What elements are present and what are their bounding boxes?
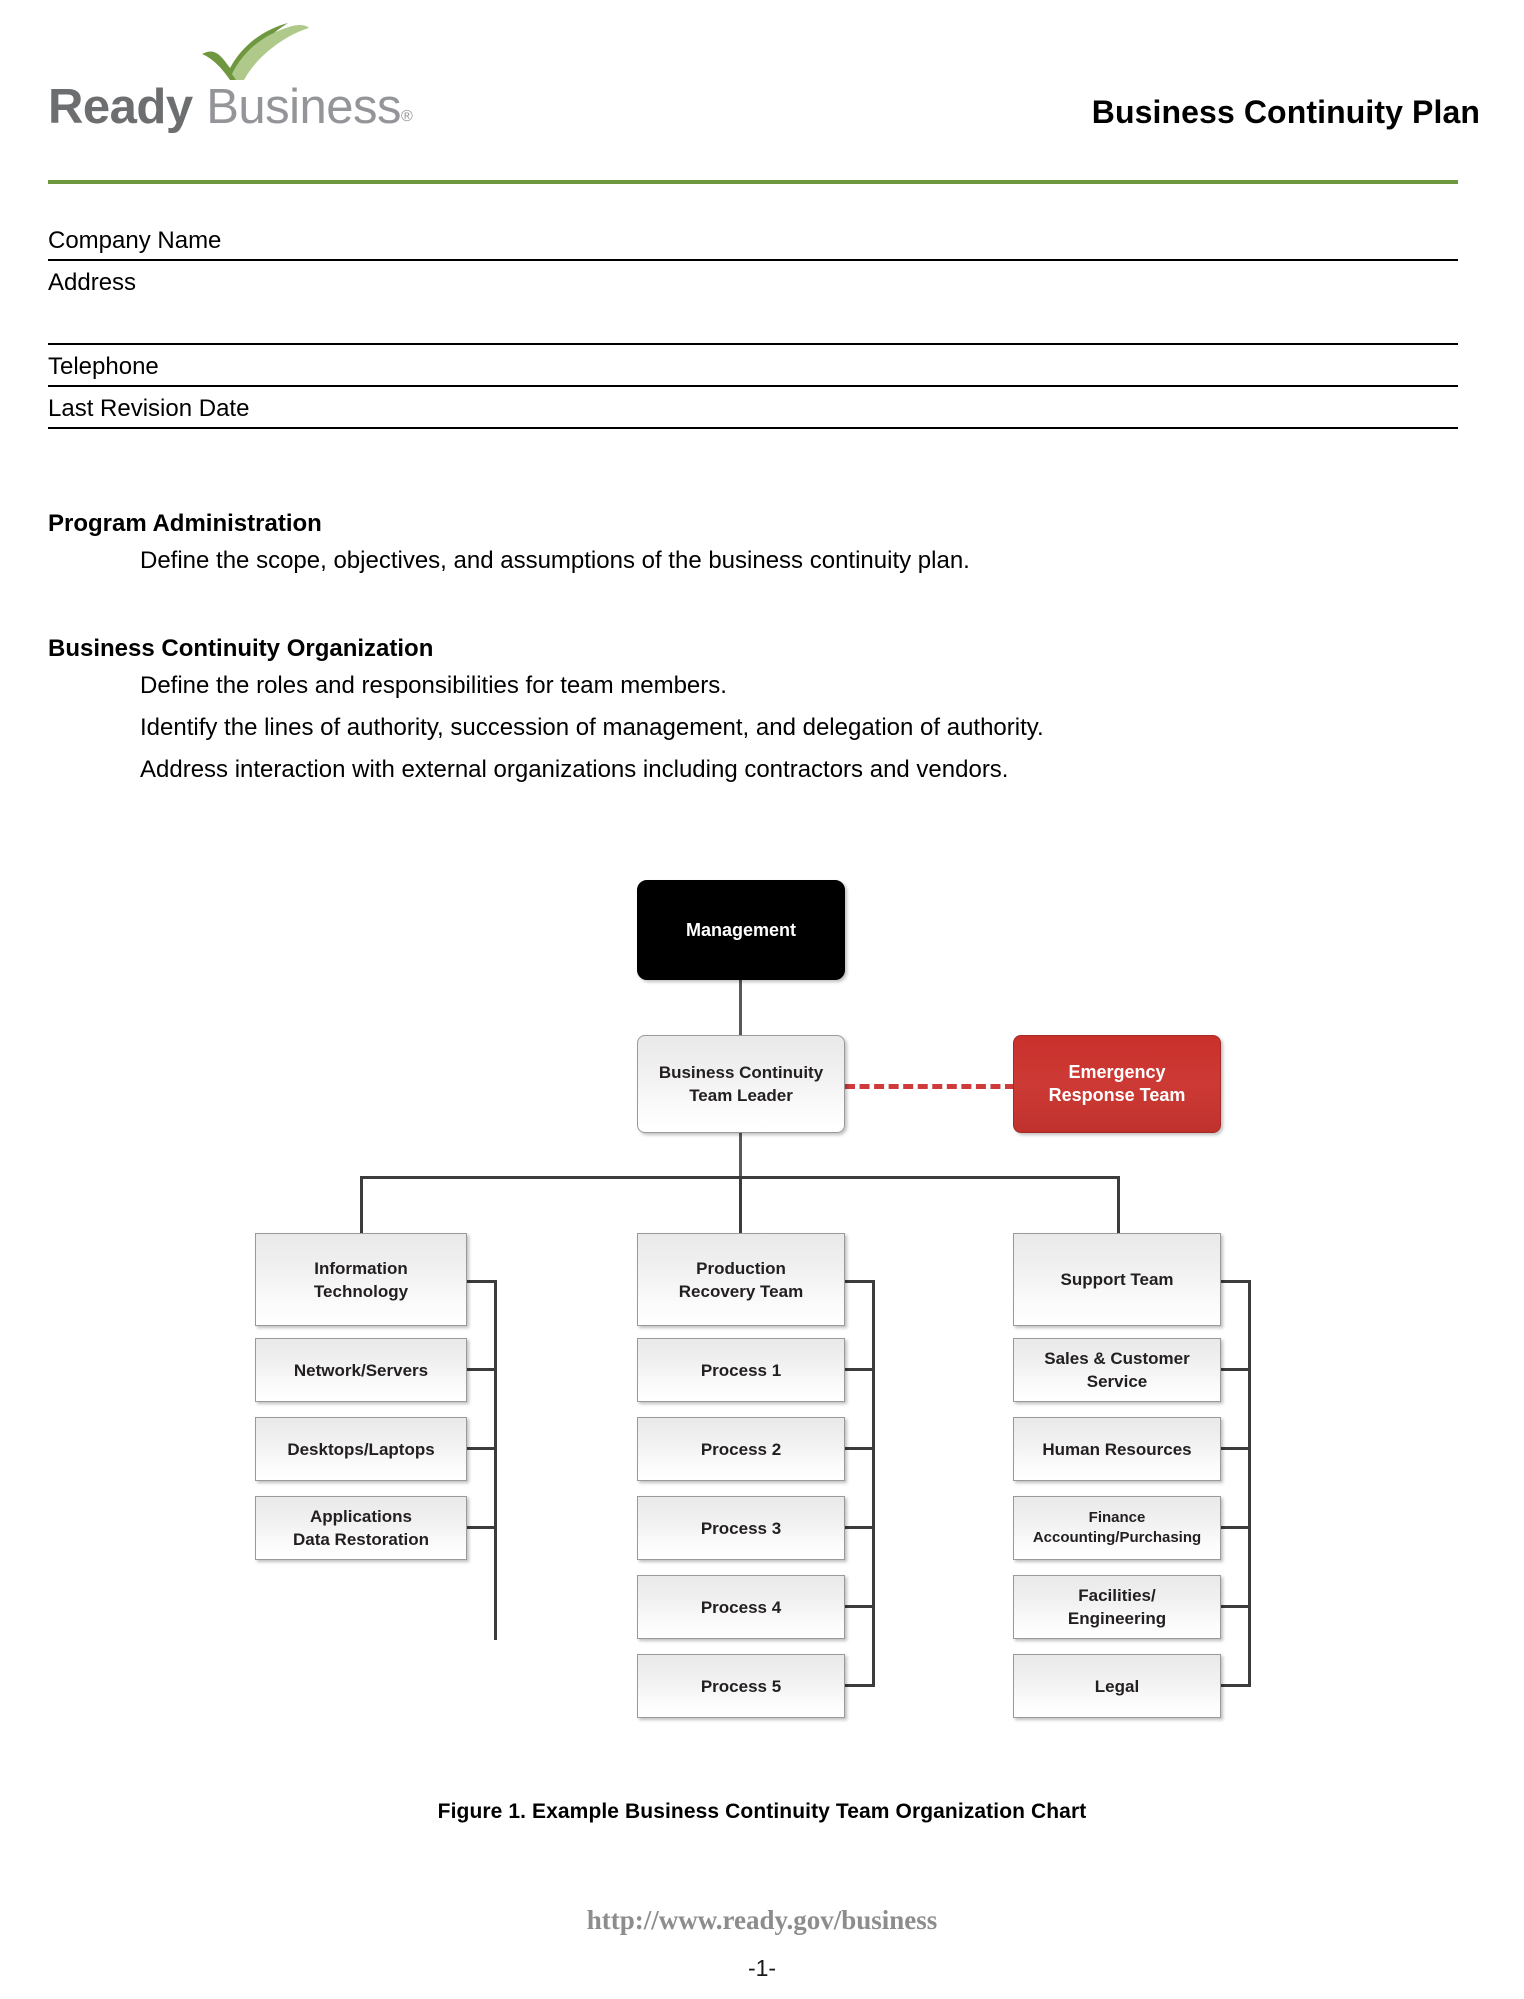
logo-word-ready: Ready (48, 80, 193, 134)
org-node-label-line1: Information (314, 1258, 408, 1278)
figure-caption: Figure 1. Example Business Continuity Team Organization Chart (437, 1800, 1087, 1823)
org-node-label: Process 1 (700, 1360, 782, 1380)
org-chart (0, 860, 1524, 1810)
org-node-label-line1: Business Continuity (658, 1063, 824, 1082)
org-node-human-resources[interactable] (1013, 1417, 1221, 1481)
connector-column-3-spine (1248, 1280, 1251, 1686)
org-node-label: Management (685, 919, 797, 940)
org-node-production-recovery-team[interactable] (637, 1233, 845, 1326)
org-node-process-3[interactable] (637, 1496, 845, 1560)
section-line: Identify the lines of authority, succession of management, and delegation of authority. (140, 714, 1044, 741)
org-node-process-5[interactable] (637, 1654, 845, 1718)
field-row-company-name[interactable] (48, 219, 1458, 261)
section-line: Define the scope, objectives, and assumptions of the business continuity plan. (140, 547, 970, 574)
org-node-process-2[interactable] (637, 1417, 845, 1481)
org-node-support-team[interactable] (1013, 1233, 1221, 1326)
field-row-telephone[interactable] (48, 345, 1458, 387)
page-header (0, 0, 1524, 186)
page-title: Business Continuity Plan (1091, 94, 1480, 130)
connector-bus-to-column-1 (360, 1176, 363, 1238)
org-node-label: Network/Servers (293, 1360, 429, 1380)
connector-column-2-spine (872, 1280, 875, 1640)
connector-column-1-head-branch (467, 1280, 497, 1283)
field-label-address: Address (48, 269, 137, 296)
section-heading: Business Continuity Organization (48, 635, 434, 662)
org-node-label-line1: Applications (309, 1507, 412, 1526)
org-node-sales-customer-service[interactable] (1013, 1338, 1221, 1402)
connector-leader-to-emergency (845, 1084, 1015, 1089)
connector-branch (1221, 1605, 1251, 1608)
field-row-last-revision-date[interactable] (48, 387, 1458, 429)
connector-branch (1221, 1684, 1251, 1687)
connector-branch (845, 1684, 875, 1687)
connector-branch (845, 1447, 875, 1450)
org-node-applications-data-restoration[interactable] (255, 1496, 467, 1560)
org-node-label-line2: Service (1086, 1372, 1148, 1391)
org-node-label: Process 2 (700, 1439, 782, 1459)
connector-bus-to-column-3 (1117, 1176, 1120, 1238)
section-heading: Program Administration (48, 510, 322, 537)
section-line: Address interaction with external organizations including contractors and vendors. (140, 756, 1009, 783)
connector-column-2-spine-lower (872, 1630, 875, 1686)
org-node-label-line1: Sales & Customer (1044, 1349, 1190, 1368)
org-node-label: Human Resources (1042, 1439, 1192, 1459)
org-node-finance-accounting-purchasing[interactable] (1013, 1496, 1221, 1560)
connector-branch (845, 1526, 875, 1529)
org-node-label-line1: Finance (1088, 1509, 1146, 1526)
org-node-label: Legal (1094, 1676, 1140, 1696)
org-node-label-line1: Emergency (1068, 1062, 1166, 1082)
org-node-label: Process 3 (700, 1518, 782, 1538)
connector-management-to-leader (739, 980, 742, 1035)
org-node-label: Process 5 (700, 1676, 782, 1696)
org-node-team-leader[interactable] (637, 1035, 845, 1133)
connector-branch (467, 1368, 497, 1371)
ready-business-logo (48, 20, 428, 140)
field-label-telephone: Telephone (48, 353, 159, 380)
org-node-legal[interactable] (1013, 1654, 1221, 1718)
header-divider (48, 180, 1458, 184)
org-node-network-servers[interactable] (255, 1338, 467, 1402)
org-node-label-line2: Accounting/Purchasing (1032, 1529, 1202, 1546)
section-program-administration (48, 508, 1458, 582)
connector-column-2-head-branch (845, 1280, 875, 1283)
org-node-label: Desktops/Laptops (287, 1439, 435, 1459)
connector-bus-to-column-2 (739, 1176, 742, 1238)
connector-branch (845, 1368, 875, 1371)
footer-page-number: -1- (747, 1955, 777, 1981)
connector-branch (845, 1605, 875, 1608)
connector-branch (1221, 1526, 1251, 1529)
org-node-desktops-laptops[interactable] (255, 1417, 467, 1481)
section-line: Define the roles and responsibilities for team members. (140, 672, 727, 699)
org-node-process-4[interactable] (637, 1575, 845, 1639)
org-node-label: Process 4 (700, 1597, 782, 1617)
org-node-label-line2: Engineering (1067, 1609, 1167, 1628)
registered-mark: ® (401, 108, 413, 125)
org-node-label: Support Team (1060, 1270, 1174, 1289)
org-node-label-line1: Facilities/ (1078, 1586, 1156, 1605)
org-node-emergency-response-team[interactable] (1013, 1035, 1221, 1133)
connector-leader-stem (739, 1133, 742, 1178)
field-label-company-name: Company Name (48, 227, 222, 254)
connector-column-3-head-branch (1221, 1280, 1251, 1283)
org-node-label-line2: Recovery Team (678, 1281, 804, 1301)
connector-branch (1221, 1368, 1251, 1371)
org-node-label-line2: Technology (313, 1281, 409, 1301)
org-node-label-line2: Response Team (1048, 1085, 1186, 1105)
org-node-label-line1: Production (696, 1258, 786, 1278)
connector-column-1-spine (494, 1280, 497, 1640)
field-label-last-revision-date: Last Revision Date (48, 395, 250, 422)
org-node-management[interactable] (637, 880, 845, 980)
field-row-address[interactable] (48, 261, 1458, 345)
connector-branch (467, 1447, 497, 1450)
org-node-label-line2: Data Restoration (292, 1530, 430, 1549)
footer-url[interactable]: http://www.ready.gov/business (586, 1905, 938, 1935)
section-business-continuity-organization (48, 633, 1458, 791)
org-node-facilities-engineering[interactable] (1013, 1575, 1221, 1639)
org-node-process-1[interactable] (637, 1338, 845, 1402)
org-node-label-line2: Team Leader (689, 1086, 793, 1105)
logo-word-business: Business (206, 80, 402, 134)
org-node-information-technology[interactable] (255, 1233, 467, 1326)
connector-branch (467, 1526, 497, 1529)
logo-wordmark (48, 78, 413, 146)
identification-fields (48, 219, 1458, 429)
connector-branch (1221, 1447, 1251, 1450)
checkmark-icon (196, 20, 316, 82)
